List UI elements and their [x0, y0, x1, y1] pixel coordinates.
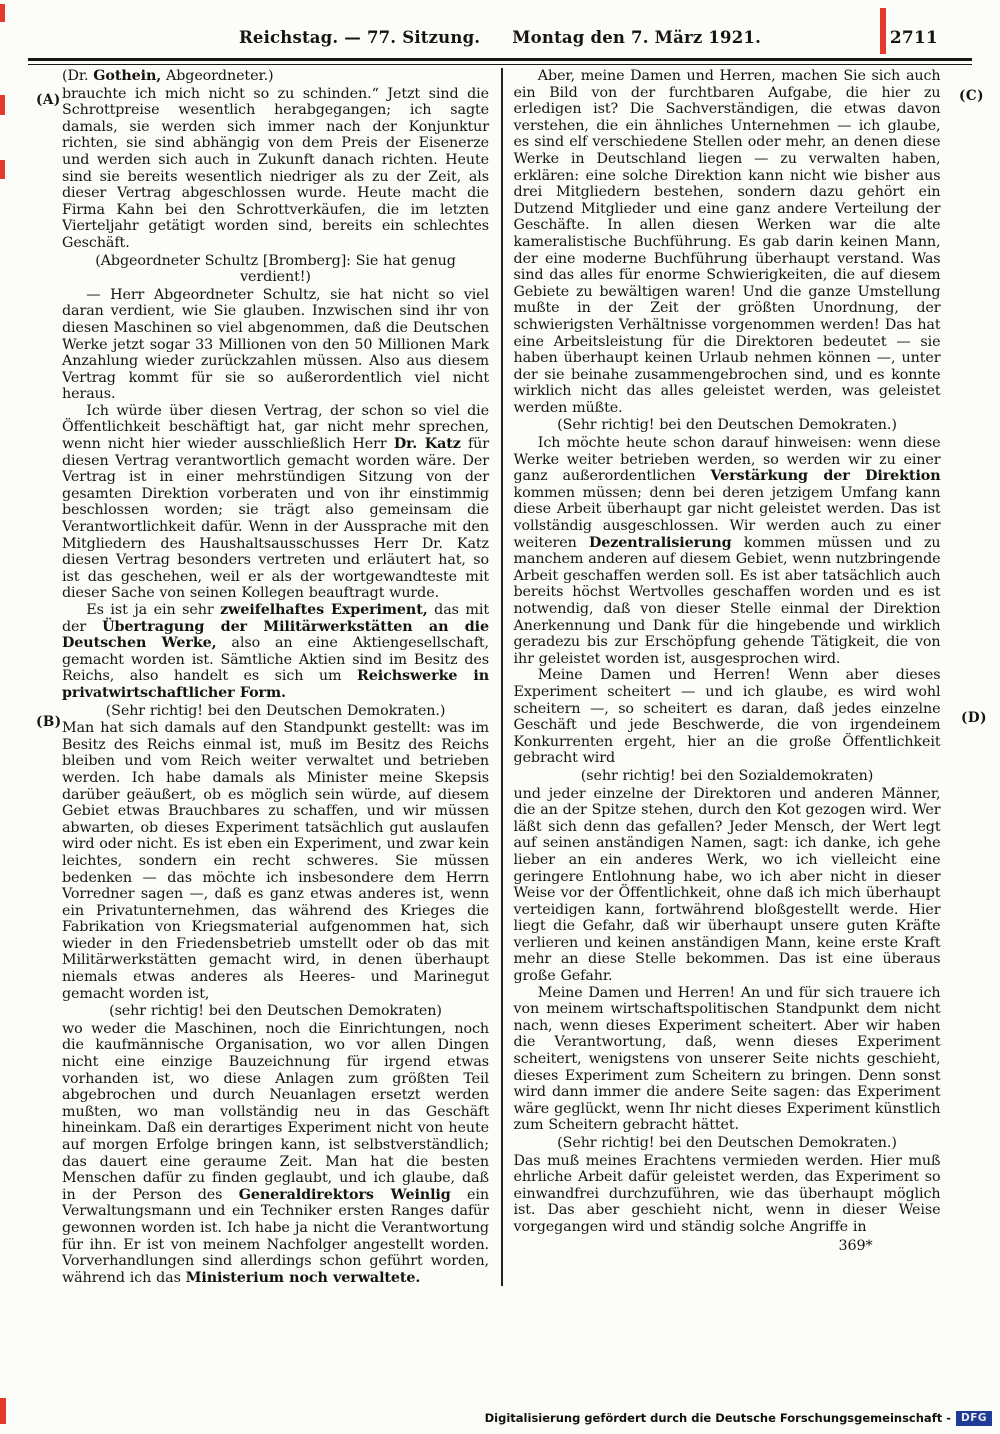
paragraph: Ich möchte heute schon darauf hinweisen: wenn diese Werke weiter betrieben werden, so werden wir zu einer ganz außerordentlichen Verstärkung der Direktion kommen müssen; denn bei deren jetzigem Umfang kann diese Arbeit überhaupt gar nicht geleistet werden. Das ist vollständig ausgeschlossen. Wir werden auch zu einer weiteren Dezentralisierung kommen müssen und zu manchem anderen auf diesem Gebiet, wenn nutzbringende Arbeit geschaffen werden soll. Es ist aber tatsächlich auch bereits höchst Wertvolles geschaffen worden und es ist notwendig, daß von dieser Stelle einmal der Direktion Anerkennung und Dank für die hingebende und wirklich geradezu bis zur Erschöpfung gehende Tätigkeit, die von ihr geleistet worden ist, ausgesprochen wird. — [513, 435, 941, 667]
margin-marker-d: (D) — [961, 710, 987, 726]
column-divider-rule — [501, 68, 503, 1286]
running-head — [30, 28, 970, 54]
interjection: (Sehr richtig! bei den Deutschen Demokraten.) — [105, 702, 446, 719]
paragraph: wo weder die Maschinen, noch die Einrichtungen, noch die kaufmännische Organisation, wo vor allen Dingen nicht eine einzige Bauzeichnung für irgend etwas vorhanden ist, wo diese Anlagen zum größten Teil abgebrochen und durch Neuanlagen ersetzt werden mußten, wo man vollständig neu in das Geschäft hineinkam. Daß ein derartiges Experiment nicht von heute auf morgen Erfolge bringen kann, ist selbstverständlich; das dauert eine geraume Zeit. Man hat die besten Menschen dafür zu finden geglaubt, und ich glaube, daß in der Person des Generaldirektors Weinlig ein Verwaltungsmann und ein Techniker ersten Ranges dafür gewonnen worden ist. Ich habe ja nicht die Verantwortung für ihn. Er ist von meinem Nachfolger angestellt worden. Vorverhandlungen sind allerdings schon geführt worden, während ich das Ministerium noch verwaltete. — [62, 1020, 489, 1286]
interjection: (Sehr richtig! bei den Deutschen Demokraten.) — [557, 1135, 897, 1151]
scan-edge-mark — [0, 4, 5, 22]
interjection: (sehr richtig! bei den Sozialdemokraten) — [580, 767, 874, 784]
credit-text: Digitalisierung gefördert durch die Deutsche Forschungsgemeinschaft - — [484, 1411, 951, 1426]
paragraph: Es ist ja ein sehr zweifelhaftes Experiment, das mit der Übertragung der Militärwerkstätten an die Deutschen Werke, also an eine Aktiengesellschaft, gemacht worden ist. Sämtliche Aktien sind im Besitz des Reichs, also handelt es sich um Reichswerke in privatwirtschaftlicher Form. — [62, 602, 490, 701]
paragraph: — Herr Abgeordneter Schultz, sie hat nicht so viel daran verdient, wie Sie glauben. Inzwischen sind ihr von diesen Maschinen so viel abgenommen, daß die Deutschen Werke jetzt sogar 33 Millionen von den 50 Millionen Mark Anzahlung wieder zurückzahlen müssen. Also aus diesem Vertrag kommt für sie so außerordentlich viel nicht heraus. — [62, 286, 489, 403]
paragraph: Meine Damen und Herren! An und für sich trauere ich von meinem wirtschaftspolitischen Standpunkt dem nicht nach, wenn dieses Experiment scheitert. Aber wir haben die Verantwortung, daß, wenn dieses Experiment scheitert, wenigstens von unserer Seite nichts geschieht, dieses Experiment zum Scheitern zu bringen. Denn sonst wird dann immer die andere Seite sagen: das Experiment wäre geglückt, wenn Ihr nicht dieses Experiment künstlich zum Scheitern gebracht hättet. — [513, 984, 941, 1134]
margin-marker-c: (C) — [958, 88, 984, 104]
paragraph: Ich würde über diesen Vertrag, der schon so viel die Öffentlichkeit beschäftigt hat, gar nicht mehr sprechen, wenn nicht hier wieder ausschließlich Herr Dr. Katz für diesen Vertrag verantwortlich gemacht worden wäre. Der Vertrag ist in einer mehrstündigen Sitzung von der gesamten Direktion vorberaten und von ihr einstimmig beschlossen worden; sie trägt also gemeinsam die Verantwortlichkeit dafür. Wenn in der Aussprache mit den Mitgliedern des Haushaltsausschusses Herr Dr. Katz diesen Vertrag besonders vertreten und erläutert hat, so ist das geschehen, weil er als der wortgewandteste mit dieser Sache von seinen Kollegen beauftragt wurde. — [62, 402, 489, 602]
digitisation-credit — [485, 1411, 992, 1427]
scan-edge-mark — [0, 1398, 6, 1424]
paragraph: brauchte ich mich nicht so zu schinden.“ Jetzt sind die Schrottpreise wesentlich herabgegangen; ich sagte damals, sie werden sich immer nach der Konjunktur richten, sie sind abhängig von dem Preis der Eisenerze und werden sich auch in Zukunft danach richten. Heute sind sie bereits wesentlich niedriger als zu der Zeit, als dieser Vertrag abgeschlossen wurde. Heute macht die Firma Kahn bei den Schrottverkäufen, die im letzten Vierteljahr getätigt worden sind, bereits ein schlechtes Geschäft. — [62, 85, 489, 251]
left-column — [62, 68, 489, 1286]
margin-marker-a: (A) — [36, 92, 61, 108]
speaker-note: (Dr. Gothein, Abgeordneter.) — [62, 68, 274, 84]
scan-edge-mark — [0, 95, 5, 115]
interjection: (Sehr richtig! bei den Deutschen Demokraten.) — [557, 417, 897, 434]
margin-marker-b: (B) — [36, 714, 62, 730]
page-number: 2711 — [889, 28, 938, 48]
text-columns — [62, 68, 942, 1286]
interjection: (Abgeordneter Schultz [Bromberg]: Sie hat genug verdient!) — [95, 252, 456, 286]
paragraph: Aber, meine Damen und Herren, machen Sie sich auch ein Bild von der furchtbaren Aufgabe, die hier zu erledigen ist? Die Sachverständigen, die etwas davon verstehen, die ein ähnliches Unternehmen — ich glaube, es sind elf verschiedene Stellen oder mehr, an denen diese Werke in Deutschland liegen — zu verwalten haben, erklären: eine solche Direktion kann nicht wie bisher aus drei Mitgliedern bestehen, sondern dazu gehört ein Dutzend Mitglieder und eine ganz andere Verteilung der Geschäfte. In allen diesen Werken war die alte kameralistische Buchführung. Es gab darin keinen Mann, der eine moderne Buchführung überhaupt verstand. Was sind das alles für enorme Schwierigkeiten, die auf diesem Gebiete zu bewältigen waren! Und die ganze Umstellung mußte in der Zeit der größten Unordnung, der schwierigsten Verhältnisse vorgenommen werden! Das hat eine Arbeitsleistung für die Direktoren bedeutet — sie haben überhaupt keinen Urlaub nehmen können —, unter der sie beinahe zusammengebrochen sind, und es konnte wirklich nicht das alles geleistet werden, was geleistet werden müßte. — [513, 68, 941, 416]
header-rule — [28, 58, 972, 65]
session-date: Montag den 7. März 1921. — [512, 28, 762, 47]
signature: 369* — [838, 1237, 873, 1254]
paragraph: Das muß meines Erachtens vermieden werden. Hier muß ehrliche Arbeit dafür geleistet werden, das Experiment so einwandfrei durchzuführen, wie das überhaupt möglich ist. Das aber geschieht nicht, wenn in dieser Weise vorgegangen wird und ständig solche Angriffe in — [513, 1152, 941, 1235]
paragraph: Meine Damen und Herren! Wenn aber dieses Experiment scheitert — und ich glaube, es wird wohl scheitern —, so scheitert es daran, daß jedes einzelne Geschäft und jede Beschwerde, die von irgendeinem Konkurrenten ergeht, hier an die große Öffentlichkeit gebracht wird — [513, 667, 941, 767]
scan-edge-mark — [0, 160, 5, 179]
right-column — [514, 68, 941, 1286]
paragraph: und jeder einzelne der Direktoren und anderen Männer, die an der Spitze stehen, durch den Kot gezogen wird. Wer läßt sich denn das gefallen? Jeder Mensch, der Wert legt auf seinen anständigen Namen, sagt: ich danke, ich gehe lieber an ein anderes Werk, wo ich vielleicht eine geringere Entlohnung habe, wo ich aber nicht in dieser Weise vor der Öffentlichkeit, ohne daß ich mich überhaupt verteidigen kann, fortwährend bloßgestellt werde. Hier liegt die Gefahr, daß wir überhaupt unsere guten Kräfte verlieren und keinen anständigen Mann, keine erste Kraft mehr an diese Stelle bekommen. Das ist eine überaus große Gefahr. — [513, 785, 941, 985]
paragraph: Man hat sich damals auf den Standpunkt gestellt: was im Besitz des Reichs einmal ist, muß im Besitz des Reichs bleiben und vom Reich weiter verwaltet und betrieben werden. Ich habe damals als Minister meine Skepsis darüber geäußert, ob es möglich sein würde, auf diesem Gebiet etwas Brauchbares zu schaffen, und wir müssen abwarten, ob dieses Experiment tatsächlich gut auslaufen wird oder nicht. Es ist eben ein Experiment, und zwar kein leichtes, sondern ein recht schweres. Sie müssen bedenken — das möchte ich insbesondere dem Herrn Vorredner sagen —, daß es ganz etwas anderes ist, wenn ein Privatunternehmen, das während des Krieges die Fabrikation von Kriegsmaterial aufgenommen hat, sich wieder in den Friedensbetrieb umstellt oder ob das mit Militärwerkstätten gemacht wird, in denen überhaupt niemals etwas anderes als Heeres- und Marinegut gemacht worden ist, — [62, 720, 489, 1002]
interjection: (sehr richtig! bei den Deutschen Demokraten) — [109, 1003, 442, 1020]
dfg-logo: DFG — [956, 1411, 992, 1427]
session-title: Reichstag. — 77. Sitzung. — [238, 28, 481, 47]
